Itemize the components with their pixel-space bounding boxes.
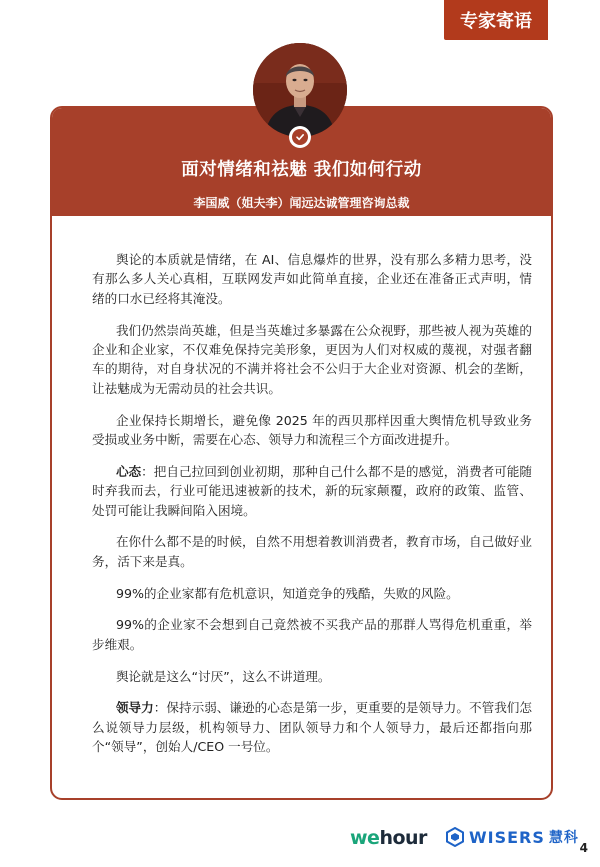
paragraph: 99%的企业家都有危机意识，知道竞争的残酷，失败的风险。 bbox=[115, 585, 459, 601]
wehour-logo: we hour bbox=[350, 827, 427, 849]
paragraph: 心态：把自己拉回到创业初期，那种自己什么都不是的感觉，消费者可能随时弃我而去，行业可能迅速被新的技术，新的玩家颠覆，政府的政策、监管、处罚可能让我瞬间陷入困境。 bbox=[92, 463, 533, 518]
paragraph: 领导力：保持示弱、谦逊的心态是第一步，更重要的是领导力。不管我们怎么说领导力层级，机构领导力、团队领导力和个人领导力，最后还都指向那个“领导”，创始人/CEO 一号位。 bbox=[92, 700, 533, 755]
wisers-logo: WISERS 慧科 bbox=[445, 827, 579, 847]
page-number: 4 bbox=[579, 841, 588, 855]
paragraph: 舆论就是这么“讨厌”，这么不讲道理。 bbox=[115, 668, 331, 684]
article-body bbox=[92, 250, 532, 769]
paragraph: 舆论的本质就是情绪，在 AI、信息爆炸的世界，没有那么多精力思考，没有那么多人关心真相，互联网发声如此简单直接，企业还在准备正式声明，情绪的口水已经将其淹没。 bbox=[92, 252, 532, 306]
article-title: 面对情绪和祛魅 我们如何行动 bbox=[181, 160, 422, 180]
author-avatar bbox=[253, 43, 347, 137]
footer bbox=[0, 820, 600, 850]
paragraph: 企业保持长期增长，避免像 2025 年的西贝那样因重大舆情危机导致业务受损或业务中断，需要在心态、领导力和流程三个方面改进提升。 bbox=[92, 412, 532, 448]
paragraph: 99%的企业家不会想到自己竟然被不买我产品的那群人骂得危机重重，举步维艰。 bbox=[92, 617, 532, 652]
paragraph: 我们仍然崇尚英雄，但是当英雄过多暴露在公众视野，那些被人视为英雄的企业和企业家，不仅难免保持完美形象，更因为人们对权威的蔑视，对强者翻车的期待，对自身状况的不满并将社会不公归于大企业对资源、机会的垄断，让祛魅成为无需动员的社会共识。 bbox=[92, 322, 532, 396]
verified-check-icon bbox=[289, 126, 311, 148]
paragraph: 在你什么都不是的时候，自然不用想着教训消费者，教育市场，自己做好业务，活下来是真。 bbox=[92, 534, 532, 569]
author-byline: 李国威（姐夫李）闻远达诚管理咨询总裁 bbox=[193, 196, 410, 210]
wisers-hexagon-icon bbox=[445, 827, 465, 847]
section-tag: 专家寄语 bbox=[444, 0, 548, 40]
